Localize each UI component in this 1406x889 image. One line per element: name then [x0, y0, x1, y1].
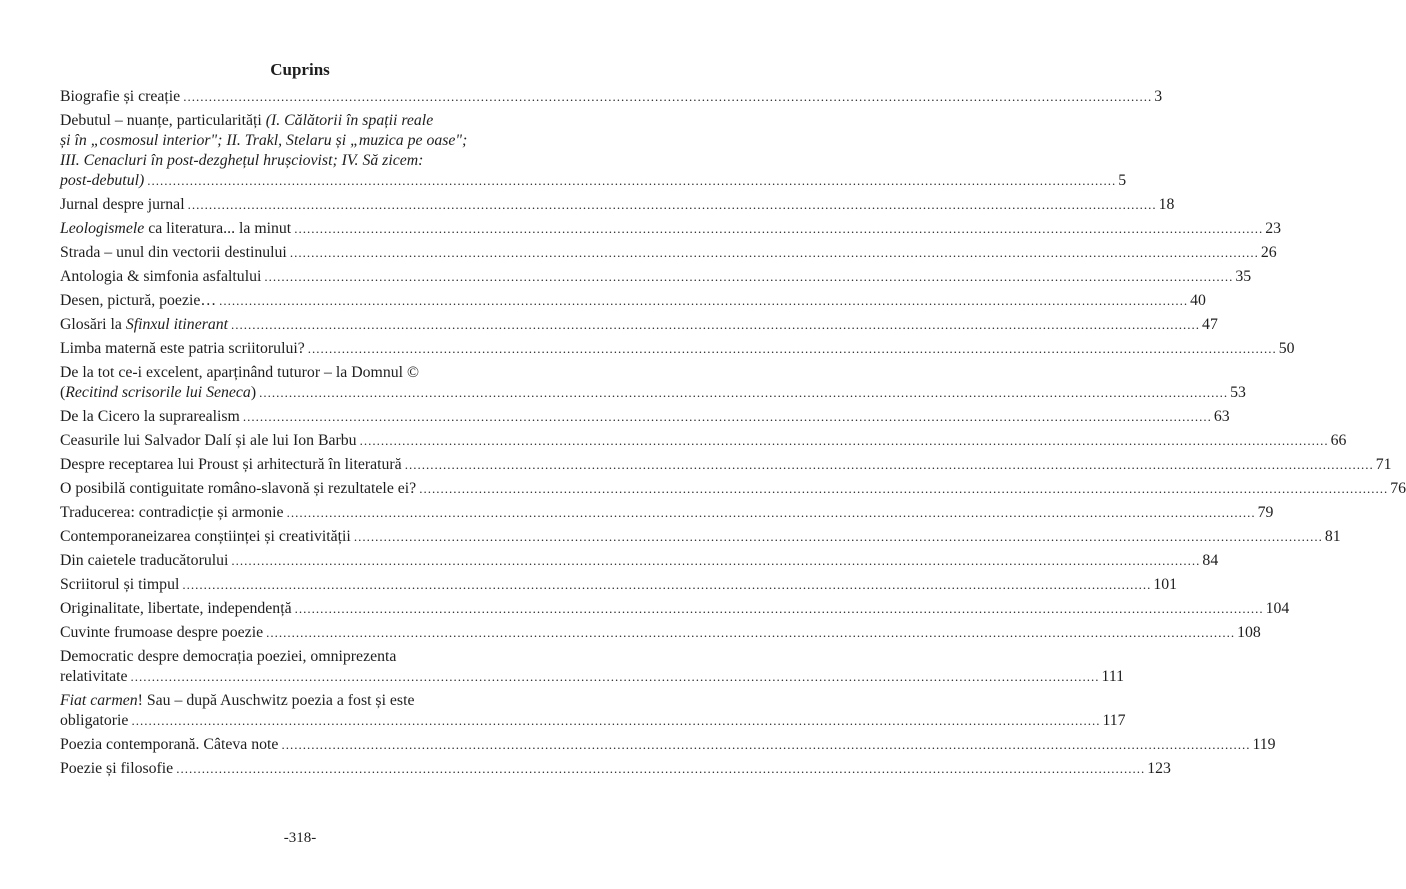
dot-leader	[266, 623, 1235, 643]
dot-leader	[243, 407, 1212, 427]
toc-entry	[60, 339, 1295, 359]
toc-entry-title: Antologia & simfonia asfaltului	[60, 268, 262, 285]
dot-leader	[231, 551, 1200, 571]
toc-entry-subtitle: post-debutul)	[60, 172, 145, 189]
dot-leader	[294, 219, 1263, 239]
dot-leader	[147, 171, 1116, 191]
toc-entry-title: De la tot ce-i excelent, aparținând tuturor – la Domnul ©	[60, 364, 419, 381]
toc-entry	[60, 759, 1171, 779]
toc-entry-subtitle: și în „cosmosul interior"; II. Trakl, Stelaru și „muzica pe oase";	[60, 132, 468, 149]
toc-entry	[60, 87, 1163, 107]
toc-page-number: 50	[1278, 340, 1295, 357]
toc-entry	[60, 527, 1341, 547]
toc-entry	[60, 219, 1281, 239]
toc-entry-subtitle: III. Cenacluri în post-dezghețul hrușciovist; IV. Să zicem:	[60, 152, 424, 169]
toc-entry-title: ca literatura... la minut	[144, 220, 292, 237]
toc-entry	[60, 575, 1178, 595]
toc-page-number: 79	[1257, 504, 1274, 521]
toc-entry-title: Democratic despre democrația poeziei, omniprezenta	[60, 648, 397, 665]
toc-page-number: 53	[1230, 384, 1246, 401]
toc-entry-title: Glosări la	[60, 316, 126, 333]
toc-entry-title: Limba maternă este patria scriitorului?	[60, 340, 305, 357]
toc-page-number: 84	[1202, 552, 1219, 569]
toc-entry	[60, 551, 1219, 571]
toc-entry-title: De la Cicero la suprarealism	[60, 408, 240, 425]
toc-entry	[60, 291, 1206, 311]
toc-entry	[60, 455, 1392, 475]
toc-page-number: 5	[1118, 172, 1127, 189]
toc-entry-title-cont: obligatorie	[60, 712, 129, 729]
toc-entry	[60, 431, 1347, 451]
dot-leader	[219, 291, 1188, 311]
toc-entry	[60, 363, 1246, 403]
toc-entry-title: Contemporaneizarea conștiinței și creativității	[60, 528, 351, 545]
dot-leader	[295, 599, 1264, 619]
toc-entry	[60, 623, 1261, 643]
toc-page-number: 104	[1265, 600, 1290, 617]
toc-page-number: 108	[1237, 624, 1261, 641]
dot-leader	[131, 667, 1100, 687]
toc-entry-title-italic: Leologismele	[60, 220, 145, 237]
page-number: -318-	[283, 830, 317, 846]
toc-entry	[60, 267, 1252, 287]
dot-leader	[259, 383, 1228, 403]
toc-entry-title: Desen, pictură, poezie…	[60, 292, 217, 309]
toc-page-number: 63	[1213, 408, 1230, 425]
toc-entry-title: Ceasurile lui Salvador Dalí și ale lui Ion Barbu	[60, 432, 357, 449]
toc-page-number: 119	[1252, 736, 1276, 753]
paren-close: )	[250, 384, 257, 401]
dot-leader	[281, 735, 1250, 755]
toc-entry-title: Biografie și creație	[60, 88, 181, 105]
toc-page-number: 47	[1202, 316, 1218, 333]
toc-page-number: 40	[1190, 292, 1206, 309]
toc-entry-title: Din caietele traducătorului	[60, 552, 229, 569]
dot-leader	[308, 339, 1277, 359]
dot-leader	[287, 503, 1256, 523]
toc-entry	[60, 503, 1274, 523]
toc-entry	[60, 195, 1175, 215]
dot-leader	[354, 527, 1323, 547]
dot-leader	[264, 267, 1233, 287]
toc-entry-title: ! Sau – după Auschwitz poezia a fost și este	[137, 692, 415, 709]
dot-leader	[405, 455, 1374, 475]
toc-entry-title: Debutul – nuanțe, particularități	[60, 112, 262, 129]
toc-page-number: 123	[1147, 760, 1171, 777]
toc-entry-subtitle: (I. Călătorii în spații reale	[261, 112, 434, 129]
toc-entry-title: Scriitorul și timpul	[60, 576, 180, 593]
toc-entry	[60, 243, 1277, 263]
toc-entry-title: Despre receptarea lui Proust și arhitectură în literatură	[60, 456, 402, 473]
toc-page-number: 111	[1101, 668, 1125, 685]
toc-entry-title: Poezia contemporană. Câteva note	[60, 736, 279, 753]
toc-entry-title-italic: Fiat carmen	[60, 692, 138, 709]
toc-entry	[60, 479, 1406, 499]
dot-leader	[131, 711, 1100, 731]
toc-page-number: 81	[1324, 528, 1341, 545]
toc-entry-title-cont: relativitate	[60, 668, 128, 685]
toc-page-number: 26	[1260, 244, 1277, 261]
toc-entry-title: Jurnal despre jurnal	[60, 196, 185, 213]
dot-leader	[188, 195, 1157, 215]
table-of-contents	[60, 87, 1406, 783]
toc-entry-title: O posibilă contiguitate româno-slavonă și rezultatele ei?	[60, 480, 417, 497]
dot-leader	[183, 87, 1152, 107]
toc-page-number: 35	[1235, 268, 1252, 285]
toc-page-number: 23	[1265, 220, 1281, 237]
toc-entry-subtitle: Recitind scrisorile lui Seneca	[65, 384, 251, 401]
page-title: Cuprins	[270, 60, 330, 79]
toc-page-number: 71	[1375, 456, 1392, 473]
dot-leader	[419, 479, 1388, 499]
toc-entry-title: Strada – unul din vectorii destinului	[60, 244, 287, 261]
dot-leader	[360, 431, 1329, 451]
toc-page-number: 76	[1390, 480, 1406, 497]
toc-entry	[60, 647, 1125, 687]
toc-entry	[60, 111, 1127, 191]
dot-leader	[290, 243, 1259, 263]
toc-entry	[60, 691, 1126, 731]
dot-leader	[182, 575, 1151, 595]
toc-page-number: 117	[1102, 712, 1126, 729]
toc-entry-title: Poezie și filosofie	[60, 760, 174, 777]
toc-entry	[60, 599, 1290, 619]
toc-entry-title: Originalitate, libertate, independență	[60, 600, 292, 617]
dot-leader	[176, 759, 1145, 779]
toc-entry-title-italic: Sfinxul itinerant	[125, 316, 229, 333]
dot-leader	[231, 315, 1200, 335]
paren-open: (	[60, 384, 66, 401]
toc-entry-title: Cuvinte frumoase despre poezie	[60, 624, 264, 641]
toc-page-number: 66	[1330, 432, 1347, 449]
toc-page-number: 101	[1153, 576, 1178, 593]
toc-entry	[60, 407, 1230, 427]
toc-page-number: 18	[1158, 196, 1175, 213]
toc-entry	[60, 735, 1276, 755]
toc-page-number: 3	[1154, 88, 1163, 105]
toc-entry	[60, 315, 1218, 335]
toc-entry-title: Traducerea: contradicție și armonie	[60, 504, 284, 521]
